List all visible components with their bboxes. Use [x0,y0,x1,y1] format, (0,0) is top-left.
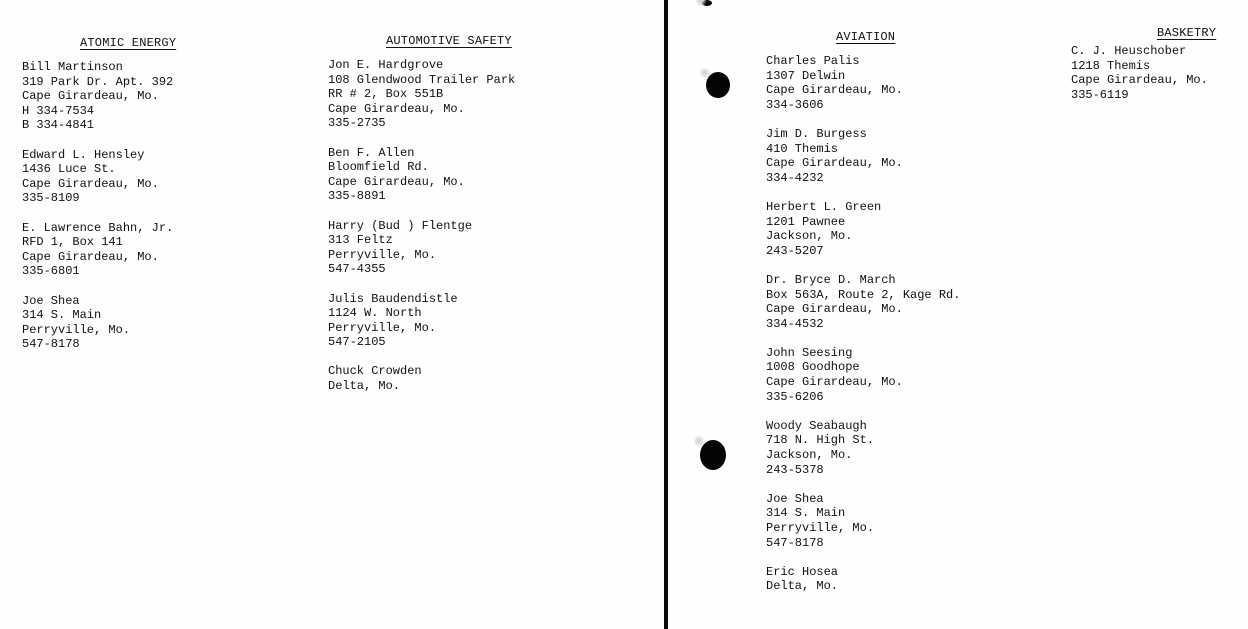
address-line: Cape Girardeau, Mo. [328,174,465,189]
address-line: 1124 W. North [328,306,422,321]
address-line: Jackson, Mo. [766,448,853,463]
contact-name: Charles Palis [766,54,860,68]
address-line: 313 Feltz [328,233,393,248]
address-entry [1071,44,1216,102]
address-entry [22,60,176,133]
contact-name: Edward L. Hensley [22,147,145,162]
address-line: 1201 Pawnee [766,214,846,229]
address-line: Bloomfield Rd. [328,160,429,175]
section-heading: AVIATION [836,30,896,44]
address-line: Cape Girardeau, Mo. [766,375,903,390]
contact-name: Chuck Crowden [328,364,422,379]
address-line: Delta, Mo. [328,379,401,394]
contact-name: Joe Shea [22,293,80,308]
address-entry [328,219,515,277]
address-entry [328,292,515,350]
section-aviation [766,30,960,609]
contact-name: Julis Baudendistle [328,291,458,306]
contact-name: E. Lawrence Bahn, Jr. [22,220,174,235]
address-line: H 334-7534 [22,103,95,118]
punch-hole-icon [702,0,712,6]
address-line: Cape Girardeau, Mo. [1071,73,1208,88]
entry-list [328,58,515,394]
contact-name: Herbert L. Green [766,199,882,214]
address-line: 335-6206 [766,389,824,404]
address-line: 1008 Goodhope [766,360,860,375]
contact-name: Joe Shea [766,491,824,506]
address-line: 1218 Themis [1071,58,1151,73]
address-entry [328,364,515,393]
contact-name: Dr. Bryce D. March [766,272,896,287]
address-line: Perryville, Mo. [766,521,875,535]
address-line: Perryville, Mo. [328,320,437,335]
section-heading: BASKETRY [1157,26,1217,40]
address-entry [766,346,960,404]
address-entry [766,54,960,112]
address-line: B 334-4841 [22,118,95,133]
address-line: 335-6801 [22,264,80,279]
address-line: Cape Girardeau, Mo. [22,176,159,191]
address-line: Perryville, Mo. [328,247,437,262]
section-heading: AUTOMOTIVE SAFETY [386,34,512,48]
address-line: Perryville, Mo. [22,322,131,337]
address-line: 410 Themis [766,141,839,156]
section-atomic-energy [22,36,176,366]
address-line: 547-4355 [328,262,386,277]
entry-list [22,60,176,352]
entry-list [766,54,960,594]
address-line: 334-4232 [766,170,824,185]
address-entry [766,273,960,331]
address-line: 718 N. High St. [766,433,875,448]
address-entry [22,148,176,206]
address-entry [22,221,176,279]
section-automotive-safety [328,34,515,408]
entry-list [1071,44,1216,102]
address-entry [328,146,515,204]
address-line: Cape Girardeau, Mo. [766,156,903,171]
address-entry [766,419,960,477]
address-line: 314 S. Main [22,308,102,323]
address-entry [766,127,960,185]
address-line: 335-2735 [328,116,386,131]
address-entry [328,58,515,131]
address-line: 335-8891 [328,189,386,204]
address-line: 1436 Luce St. [22,162,116,177]
contact-name: Bill Martinson [22,60,123,74]
address-line: Cape Girardeau, Mo. [22,249,159,264]
contact-name: Ben F. Allen [328,145,415,160]
address-line: 335-6119 [1071,87,1129,102]
contact-name: Woody Seabaugh [766,418,867,433]
address-line: 243-5378 [766,462,824,477]
contact-name: Jon E. Hardgrove [328,58,444,72]
address-line: 319 Park Dr. Apt. 392 [22,74,174,89]
contact-name: Jim D. Burgess [766,126,867,141]
address-line: RFD 1, Box 141 [22,235,123,250]
address-line: Cape Girardeau, Mo. [328,101,465,116]
contact-name: Harry (Bud ) Flentge [328,218,473,233]
address-line: 108 Glendwood Trailer Park [328,72,516,87]
address-line: 547-2105 [328,335,386,350]
address-entry [766,200,960,258]
address-entry [766,492,960,550]
address-line: 334-4532 [766,316,824,331]
address-line: 314 S. Main [766,506,846,521]
address-line: Cape Girardeau, Mo. [766,302,903,317]
punch-hole-icon [700,440,726,470]
address-line: Delta, Mo. [766,579,839,594]
address-line: RR # 2, Box 551B [328,87,444,102]
contact-name: C. J. Heuschober [1071,44,1187,58]
address-entry [766,565,960,594]
address-line: 1307 Delwin [766,68,846,83]
address-line: 547-8178 [22,337,80,352]
address-line: Box 563A, Route 2, Kage Rd. [766,287,961,302]
address-line: Cape Girardeau, Mo. [766,83,903,98]
address-line: 334-3606 [766,97,824,112]
address-line: Cape Girardeau, Mo. [22,89,159,104]
section-basketry [1071,26,1216,117]
contact-name: John Seesing [766,345,853,360]
right-page [668,0,1248,629]
address-line: Jackson, Mo. [766,229,853,244]
address-entry [22,294,176,352]
address-line: 547-8178 [766,535,824,550]
address-line: 243-5207 [766,243,824,258]
section-heading: ATOMIC ENERGY [80,36,177,50]
punch-hole-icon [706,72,730,98]
address-line: 335-8109 [22,191,80,206]
contact-name: Eric Hosea [766,564,839,579]
